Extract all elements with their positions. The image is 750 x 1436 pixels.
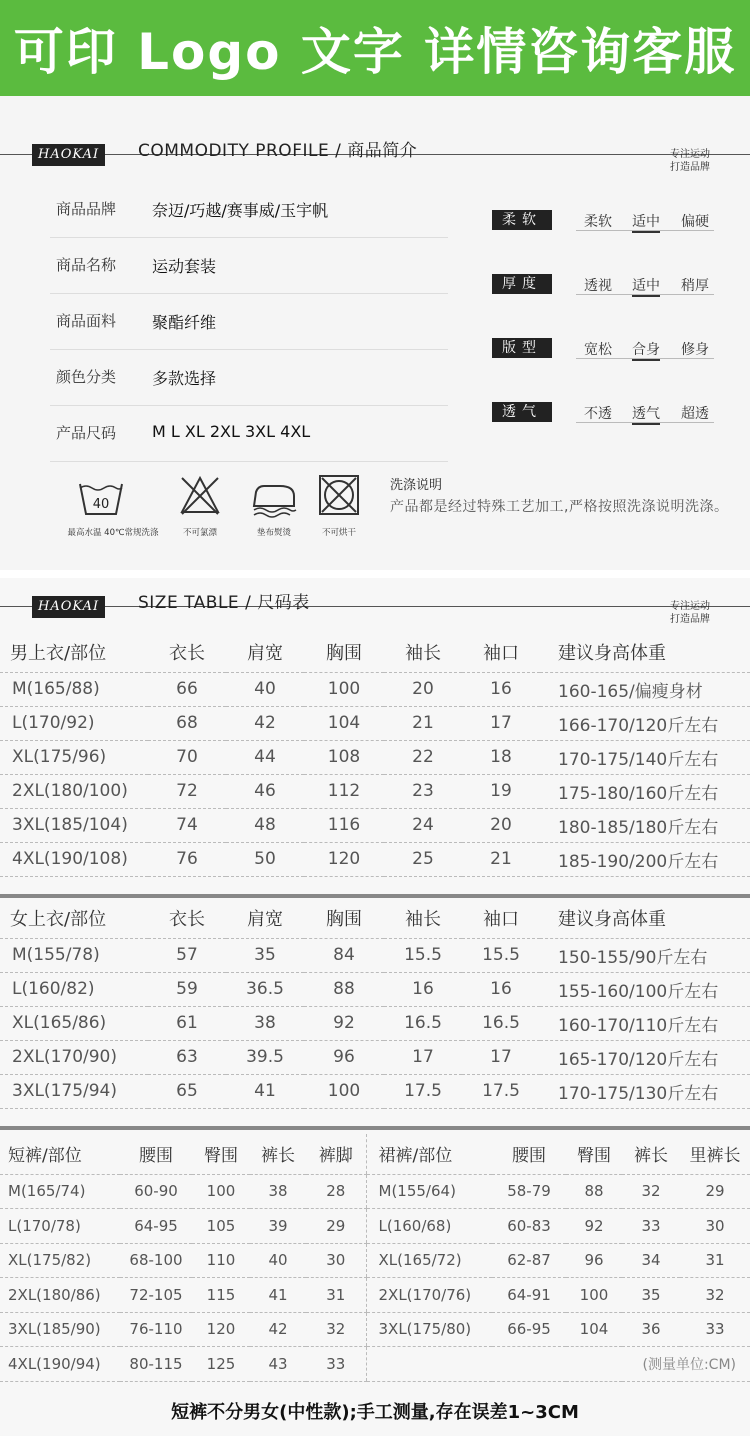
table-cell: 48 (226, 808, 304, 842)
table-row (0, 1278, 750, 1313)
table-cell: XL(165/72) (366, 1243, 492, 1278)
feature-rating (492, 210, 714, 230)
profile-tag: 专注运动 打造品牌 (670, 149, 710, 173)
table-cell: 100 (304, 672, 384, 706)
commodity-profile-section (0, 96, 750, 570)
feature-rating (492, 402, 714, 422)
table-cell: 112 (304, 774, 384, 808)
women-size-table (0, 898, 750, 1109)
feature-option: 修身 (681, 342, 709, 358)
table-cell: 40 (250, 1243, 306, 1278)
table-cell: M(165/88) (0, 672, 148, 706)
table-cell: 29 (680, 1174, 750, 1209)
unit-note: (测量单位:CM) (366, 1347, 750, 1382)
table-cell: XL(165/86) (0, 1006, 148, 1040)
table-cell: 42 (250, 1312, 306, 1347)
table-header-row (0, 898, 750, 938)
size-table-section (0, 578, 750, 1436)
table-cell: 120 (192, 1312, 250, 1347)
table-cell: 64-91 (492, 1278, 566, 1313)
feature-option: 柔软 (584, 214, 612, 230)
column-header: 女上衣/部位 (0, 898, 148, 938)
table-cell: 4XL(190/94) (0, 1347, 120, 1382)
table-cell: L(170/92) (0, 706, 148, 740)
column-header: 衣长 (148, 898, 226, 938)
table-row (0, 706, 750, 740)
table-cell: 20 (384, 672, 462, 706)
column-header: 臀围 (566, 1134, 622, 1174)
table-cell: 60-83 (492, 1209, 566, 1244)
profile-row (50, 350, 448, 406)
column-header: 裙裤/部位 (366, 1134, 492, 1174)
table-cell: 20 (462, 808, 540, 842)
table-header-row (0, 632, 750, 672)
table-cell: 21 (384, 706, 462, 740)
table-cell: 104 (304, 706, 384, 740)
table-cell: 92 (304, 1006, 384, 1040)
table-cell: 72-105 (120, 1278, 192, 1313)
table-row (0, 972, 750, 1006)
table-row (0, 1074, 750, 1108)
table-cell: 33 (306, 1347, 366, 1382)
table-cell: 125 (192, 1347, 250, 1382)
column-header: 肩宽 (226, 632, 304, 672)
promo-banner: 可印 Logo 文字 详情咨询客服 (0, 0, 750, 96)
table-cell: 165-170/120斤左右 (540, 1040, 750, 1074)
table-cell: 170-175/130斤左右 (540, 1074, 750, 1108)
table-cell: 105 (192, 1209, 250, 1244)
table-cell: 39.5 (226, 1040, 304, 1074)
profile-row (50, 406, 448, 462)
column-header: 腰围 (120, 1134, 192, 1174)
table-cell: 43 (250, 1347, 306, 1382)
table-cell: 59 (148, 972, 226, 1006)
table-cell: 32 (306, 1312, 366, 1347)
wash-description: 产品都是经过特殊工艺加工,严格按照洗涤说明洗涤。 (390, 499, 729, 515)
table-cell: 38 (226, 1006, 304, 1040)
feature-label: 版型 (492, 338, 552, 358)
table-cell: 2XL(180/100) (0, 774, 148, 808)
column-header: 臀围 (192, 1134, 250, 1174)
table-cell: 60-90 (120, 1174, 192, 1209)
table-cell: 76-110 (120, 1312, 192, 1347)
column-header: 袖口 (462, 632, 540, 672)
table-cell: 61 (148, 1006, 226, 1040)
column-header: 腰围 (492, 1134, 566, 1174)
men-size-table (0, 632, 750, 877)
table-row (0, 1209, 750, 1244)
table-row (0, 1347, 750, 1382)
feature-rating (492, 338, 714, 358)
table-cell: 62-87 (492, 1243, 566, 1278)
table-cell: L(160/68) (366, 1209, 492, 1244)
table-cell: 46 (226, 774, 304, 808)
table-cell: 24 (384, 808, 462, 842)
table-cell: 66 (148, 672, 226, 706)
profile-value: 多款选择 (152, 369, 217, 388)
table-cell: 108 (304, 740, 384, 774)
table-cell: 2XL(170/76) (366, 1278, 492, 1313)
table-cell: 30 (306, 1243, 366, 1278)
table-cell: 80-115 (120, 1347, 192, 1382)
table-cell: 3XL(175/94) (0, 1074, 148, 1108)
table-cell: 16 (462, 972, 540, 1006)
table-cell: 17 (384, 1040, 462, 1074)
table-cell: 41 (250, 1278, 306, 1313)
table-cell: 15.5 (462, 938, 540, 972)
table-cell: 16 (384, 972, 462, 1006)
profile-row (50, 294, 448, 350)
table-cell: 68 (148, 706, 226, 740)
table-cell: 66-95 (492, 1312, 566, 1347)
table-cell: L(170/78) (0, 1209, 120, 1244)
measurement-footer: 短裤不分男女(中性款);手工测量,存在误差1~3CM (171, 1402, 579, 1423)
feature-option: 适中 (632, 275, 660, 297)
table-cell: 21 (462, 842, 540, 876)
table-cell: 70 (148, 740, 226, 774)
bottoms-size-table (0, 1134, 750, 1382)
column-header: 袖口 (462, 898, 540, 938)
column-header: 袖长 (384, 898, 462, 938)
table-cell: 33 (680, 1312, 750, 1347)
feature-option: 透气 (632, 403, 660, 425)
brand-badge: HAOKAI (32, 144, 105, 166)
table-row (0, 672, 750, 706)
table-cell: 31 (306, 1278, 366, 1313)
table-row (0, 1312, 750, 1347)
table-cell: 100 (566, 1278, 622, 1313)
table-row (0, 774, 750, 808)
divider (0, 1126, 750, 1130)
no-bleach-icon: 不可氯漂 (178, 474, 222, 518)
table-cell: 34 (622, 1243, 680, 1278)
profile-title: COMMODITY PROFILE / 商品简介 (138, 141, 418, 161)
table-cell: 30 (680, 1209, 750, 1244)
table-cell: 4XL(190/108) (0, 842, 148, 876)
svg-text:40: 40 (92, 497, 110, 512)
profile-key: 商品面料 (56, 312, 117, 330)
profile-key: 商品名称 (56, 256, 117, 274)
table-cell: 100 (192, 1174, 250, 1209)
table-cell: 3XL(185/90) (0, 1312, 120, 1347)
profile-header (0, 126, 750, 176)
feature-option: 超透 (681, 406, 709, 422)
table-cell: 110 (192, 1243, 250, 1278)
table-cell: 63 (148, 1040, 226, 1074)
table-cell: 17.5 (462, 1074, 540, 1108)
column-header: 建议身高体重 (540, 898, 750, 938)
table-cell: 100 (304, 1074, 384, 1108)
table-cell: 29 (306, 1209, 366, 1244)
feature-option: 偏硬 (681, 214, 709, 230)
feature-label: 厚度 (492, 274, 552, 294)
table-cell: 88 (304, 972, 384, 1006)
table-cell: 17.5 (384, 1074, 462, 1108)
table-cell: 40 (226, 672, 304, 706)
column-header: 肩宽 (226, 898, 304, 938)
no-tumble-dry-icon: 不可烘干 (318, 474, 360, 516)
profile-value: 奈迈/巧越/赛事威/玉宇帆 (152, 201, 329, 220)
table-cell: 36.5 (226, 972, 304, 1006)
table-cell: 35 (622, 1278, 680, 1313)
table-cell: 42 (226, 706, 304, 740)
table-cell: 3XL(185/104) (0, 808, 148, 842)
profile-key: 商品品牌 (56, 200, 117, 218)
profile-key: 产品尺码 (56, 424, 117, 442)
table-cell: 32 (680, 1278, 750, 1313)
column-header: 男上衣/部位 (0, 632, 148, 672)
size-tag: 专注运动 打造品牌 (670, 601, 710, 625)
table-cell: 175-180/160斤左右 (540, 774, 750, 808)
table-cell: 38 (250, 1174, 306, 1209)
table-cell: 19 (462, 774, 540, 808)
table-cell: 44 (226, 740, 304, 774)
table-cell: 22 (384, 740, 462, 774)
table-cell: 104 (566, 1312, 622, 1347)
table-cell: 16.5 (462, 1006, 540, 1040)
table-cell: 116 (304, 808, 384, 842)
table-row (0, 938, 750, 972)
table-cell: 120 (304, 842, 384, 876)
table-cell: 25 (384, 842, 462, 876)
table-cell: 88 (566, 1174, 622, 1209)
table-cell: 33 (622, 1209, 680, 1244)
table-row (0, 808, 750, 842)
table-cell: 96 (304, 1040, 384, 1074)
table-cell: 36 (622, 1312, 680, 1347)
table-cell: 115 (192, 1278, 250, 1313)
table-cell: 17 (462, 1040, 540, 1074)
table-cell: M(155/78) (0, 938, 148, 972)
table-cell: 180-185/180斤左右 (540, 808, 750, 842)
wash-title: 洗涤说明 (390, 478, 443, 493)
table-cell: M(165/74) (0, 1174, 120, 1209)
column-header: 胸围 (304, 632, 384, 672)
size-title: SIZE TABLE / 尺码表 (138, 593, 310, 613)
table-row (0, 740, 750, 774)
table-cell: XL(175/96) (0, 740, 148, 774)
table-row (0, 1243, 750, 1278)
feature-label: 透气 (492, 402, 552, 422)
table-cell: 166-170/120斤左右 (540, 706, 750, 740)
column-header: 裤脚 (306, 1134, 366, 1174)
table-cell: 84 (304, 938, 384, 972)
table-cell: 68-100 (120, 1243, 192, 1278)
table-cell: 3XL(175/80) (366, 1312, 492, 1347)
table-cell: 32 (622, 1174, 680, 1209)
column-header: 裤长 (250, 1134, 306, 1174)
profile-key: 颜色分类 (56, 368, 117, 386)
table-cell: L(160/82) (0, 972, 148, 1006)
table-cell: 65 (148, 1074, 226, 1108)
table-cell: 35 (226, 938, 304, 972)
column-header: 衣长 (148, 632, 226, 672)
brand-badge: HAOKAI (32, 596, 105, 618)
table-row (0, 1040, 750, 1074)
table-row (0, 1006, 750, 1040)
profile-value: 聚酯纤维 (152, 313, 217, 332)
feature-option: 透视 (584, 278, 612, 294)
table-cell: 17 (462, 706, 540, 740)
table-cell: 15.5 (384, 938, 462, 972)
table-row (0, 842, 750, 876)
table-cell: 76 (148, 842, 226, 876)
profile-row (50, 238, 448, 294)
table-cell: 64-95 (120, 1209, 192, 1244)
table-row (0, 1174, 750, 1209)
wash-40-icon: 40 最高水温 40℃常规洗涤 (78, 480, 124, 518)
profile-value: 运动套装 (152, 257, 217, 276)
profile-value: M L XL 2XL 3XL 4XL (152, 422, 311, 441)
table-cell: 28 (306, 1174, 366, 1209)
column-header: 短裤/部位 (0, 1134, 120, 1174)
table-cell: 160-170/110斤左右 (540, 1006, 750, 1040)
feature-option: 合身 (632, 339, 660, 361)
table-cell: 16.5 (384, 1006, 462, 1040)
feature-option: 不透 (584, 406, 612, 422)
table-cell: XL(175/82) (0, 1243, 120, 1278)
table-cell: 2XL(180/86) (0, 1278, 120, 1313)
column-header: 胸围 (304, 898, 384, 938)
table-cell: 39 (250, 1209, 306, 1244)
table-cell: 23 (384, 774, 462, 808)
table-cell: 2XL(170/90) (0, 1040, 148, 1074)
table-cell: 50 (226, 842, 304, 876)
table-cell: 170-175/140斤左右 (540, 740, 750, 774)
table-cell: 18 (462, 740, 540, 774)
size-header (0, 578, 750, 628)
table-cell: 155-160/100斤左右 (540, 972, 750, 1006)
table-cell: 150-155/90斤左右 (540, 938, 750, 972)
table-cell: 58-79 (492, 1174, 566, 1209)
table-cell: 96 (566, 1243, 622, 1278)
table-cell: 160-165/偏瘦身材 (540, 672, 750, 706)
table-cell: 185-190/200斤左右 (540, 842, 750, 876)
feature-option: 适中 (632, 211, 660, 233)
column-header: 裤长 (622, 1134, 680, 1174)
table-cell: 74 (148, 808, 226, 842)
profile-row (50, 182, 448, 238)
feature-rating (492, 274, 714, 294)
column-header: 袖长 (384, 632, 462, 672)
table-cell: 16 (462, 672, 540, 706)
iron-with-cloth-icon: 垫布熨烫 (250, 480, 298, 518)
feature-label: 柔软 (492, 210, 552, 230)
table-cell: M(155/64) (366, 1174, 492, 1209)
table-header-row (0, 1134, 750, 1174)
feature-option: 宽松 (584, 342, 612, 358)
column-header: 建议身高体重 (540, 632, 750, 672)
table-cell: 31 (680, 1243, 750, 1278)
table-cell: 92 (566, 1209, 622, 1244)
table-cell: 72 (148, 774, 226, 808)
table-cell: 41 (226, 1074, 304, 1108)
column-header: 里裤长 (680, 1134, 750, 1174)
table-cell: 57 (148, 938, 226, 972)
feature-option: 稍厚 (681, 278, 709, 294)
